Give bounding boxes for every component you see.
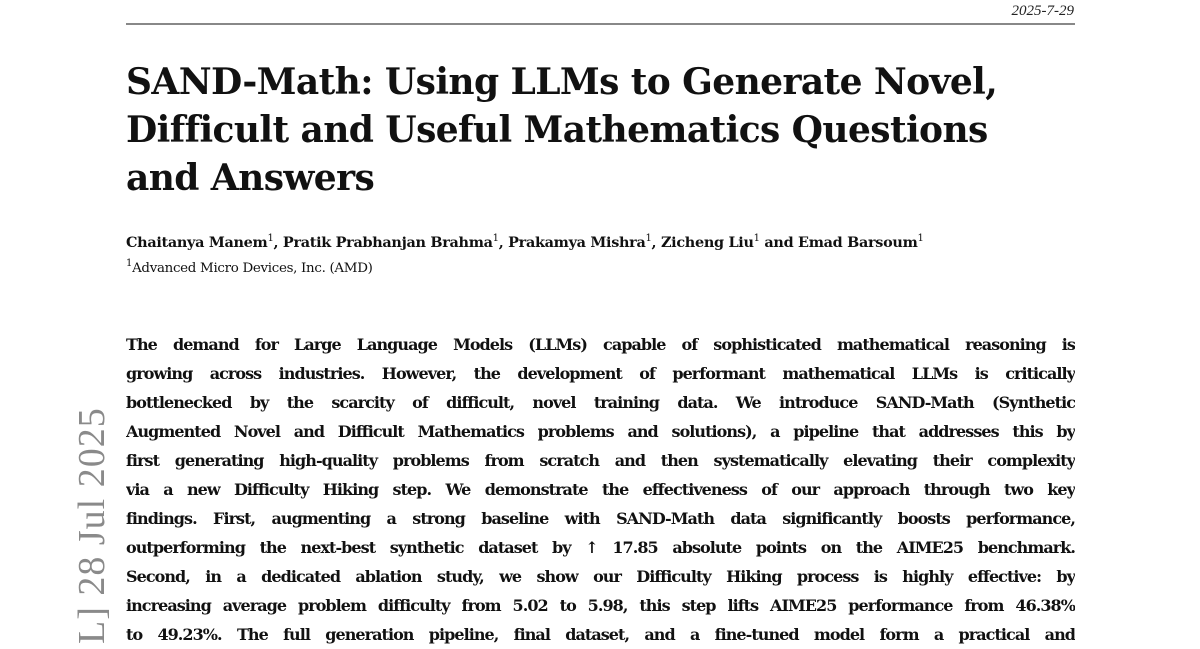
abstract-line: growing across industries. However, the development of performant mathematical LLMs is critically [126,364,1075,383]
arxiv-side-stamp: L] 28 Jul 2025 [71,407,113,644]
author-affil-marker: 1 [645,233,652,244]
abstract-line: findings. First, augmenting a strong baseline with SAND-Math data significantly boosts performance, [126,509,1075,528]
affiliation-text: Advanced Micro Devices, Inc. (AMD) [132,261,373,276]
abstract-line: The demand for Large Language Models (LLMs) capable of sophisticated mathematical reasoning is [126,335,1075,354]
author-name: Emad Barsoum [798,234,918,251]
paper-title [126,58,1026,202]
author-affil-marker: 1 [267,233,274,244]
header-rule [126,23,1075,25]
author-name: Prakamya Mishra [508,234,646,251]
title-line: Difficult and Useful Mathematics Questions [126,109,988,151]
affiliation [126,260,373,278]
author-separator: , [273,234,283,251]
title-line: and Answers [126,157,375,199]
author-name: Chaitanya Manem [126,234,268,251]
abstract-line: increasing average problem difficulty from 5.02 to 5.98, this step lifts AIME25 performance from 46.38% [126,596,1075,615]
abstract-line: Second, in a dedicated ablation study, we show our Difficulty Hiking process is highly effective: by [126,567,1075,586]
abstract-line: first generating high-quality problems from scratch and then systematically elevating their complexity [126,451,1075,470]
author-separator: and [759,234,799,251]
author-separator: , [651,234,661,251]
abstract-line: bottlenecked by the scarcity of difficult, novel training data. We introduce SAND-Math (Synthetic [126,393,1075,412]
abstract-line: Augmented Novel and Difficult Mathematics problems and solutions), a pipeline that addresses this by [126,422,1075,441]
affiliation-marker: 1 [126,258,133,269]
author-affil-marker: 1 [492,233,499,244]
abstract [126,330,1075,649]
author-affil-marker: 1 [753,233,760,244]
author-name: Zicheng Liu [660,234,754,251]
abstract-line: outperforming the next-best synthetic dataset by ↑ 17.85 absolute points on the AIME25 benchmark. [126,538,1075,557]
header-date: 2025-7-29 [1011,3,1074,19]
author-separator: , [498,234,509,251]
abstract-line: to 49.23%. The full generation pipeline, final dataset, and a fine-tuned model form a practical and [126,625,1075,644]
author-affil-marker: 1 [917,233,924,244]
abstract-line: via a new Difficulty Hiking step. We demonstrate the effectiveness of our approach through two key [126,480,1075,499]
title-line: SAND-Math: Using LLMs to Generate Novel, [126,61,998,103]
author-name: Pratik Prabhanjan Brahma [282,234,493,251]
author-list [126,233,924,253]
